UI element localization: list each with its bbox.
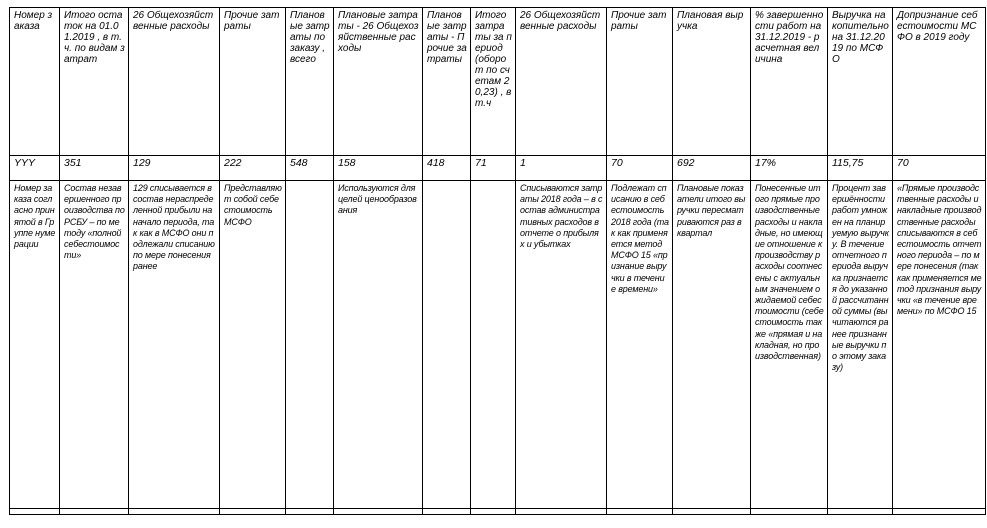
- value-cell: 70: [893, 156, 986, 181]
- value-cell: 17%: [751, 156, 828, 181]
- header-cell: Плановые затраты - 26 Общехозяйственные расходы: [334, 8, 423, 156]
- empty-cell: [286, 509, 334, 515]
- description-row: [10, 181, 986, 509]
- header-cell: Плановая выручка: [673, 8, 751, 156]
- empty-cell: [828, 509, 893, 515]
- value-cell: 222: [220, 156, 286, 181]
- description-cell: Списываются затраты 2018 года – в состав административных расходов в отчете о прибылях и убытках: [516, 181, 607, 509]
- value-cell: 70: [607, 156, 673, 181]
- description-cell: Состав незавершенного производства по РСБУ – по методу «полной себестоимости»: [60, 181, 129, 509]
- empty-cell: [471, 509, 516, 515]
- description-cell: Плановые показатели итого выручки пересматриваются раз в квартал: [673, 181, 751, 509]
- description-cell: Понесенные итого прямые производственные расходы и накладные, но имеющие отношение к производству расходы соотнесены с актуальным значением ожидаемой себестоимости (себестоимость также «прямая и накладная, но производственная): [751, 181, 828, 509]
- description-cell: «Прямые производственные расходы и накладные производственные расходы списываются в себестоимость отчетного периода – по мере понесения (так как применяется метод признания выручки «в течение времени» по МСФО 15: [893, 181, 986, 509]
- empty-cell: [423, 509, 471, 515]
- value-cell: 158: [334, 156, 423, 181]
- description-cell: Процент завершённости работ умножен на планируемую выручку. В течение отчетного периода выручка признается до указанной рассчитанной суммы (вычитаются ранее признанные выручки по этому заказу): [828, 181, 893, 509]
- empty-cell: [673, 509, 751, 515]
- empty-row: [10, 509, 986, 515]
- value-cell: 71: [471, 156, 516, 181]
- value-cell: YYY: [10, 156, 60, 181]
- empty-cell: [129, 509, 220, 515]
- header-cell: 26 Общехозяйственные расходы: [129, 8, 220, 156]
- cost-table: [9, 7, 986, 515]
- empty-cell: [220, 509, 286, 515]
- header-cell: Плановые затраты по заказу , всего: [286, 8, 334, 156]
- description-cell: [286, 181, 334, 509]
- description-cell: Подлежат списанию в себестоимость 2018 года (так как применяется метод МСФО 15 «признание выручки в течение времени»: [607, 181, 673, 509]
- empty-cell: [751, 509, 828, 515]
- description-cell: Представляют собой себестоимость МСФО: [220, 181, 286, 509]
- description-cell: [471, 181, 516, 509]
- value-cell: 548: [286, 156, 334, 181]
- header-cell: Допризнание себестоимости МСФО в 2019 году: [893, 8, 986, 156]
- value-cell: 129: [129, 156, 220, 181]
- header-cell: Итого остаток на 01.01.2019 , в т.ч. по видам затрат: [60, 8, 129, 156]
- description-cell: [423, 181, 471, 509]
- value-cell: 115,75: [828, 156, 893, 181]
- description-cell: Номер заказа согласно принятой в Группе нумерации: [10, 181, 60, 509]
- header-cell: 26 Общехозяйственные расходы: [516, 8, 607, 156]
- header-cell: % завершенности работ на 31.12.2019 - расчетная величина: [751, 8, 828, 156]
- values-row: [10, 156, 986, 181]
- header-row: [10, 8, 986, 156]
- empty-cell: [60, 509, 129, 515]
- value-cell: 418: [423, 156, 471, 181]
- value-cell: 1: [516, 156, 607, 181]
- header-cell: Выручка накопительно на 31.12.2019 по МСФО: [828, 8, 893, 156]
- header-cell: Номер заказа: [10, 8, 60, 156]
- description-cell: 129 списывается в состав нераспределенной прибыли на начало периода, так как в МСФО они подлежали списанию по мере понесения ранее: [129, 181, 220, 509]
- empty-cell: [607, 509, 673, 515]
- header-cell: Прочие затраты: [607, 8, 673, 156]
- value-cell: 692: [673, 156, 751, 181]
- empty-cell: [516, 509, 607, 515]
- empty-cell: [10, 509, 60, 515]
- header-cell: Прочие затраты: [220, 8, 286, 156]
- value-cell: 351: [60, 156, 129, 181]
- empty-cell: [334, 509, 423, 515]
- description-cell: Используются для целей ценообразования: [334, 181, 423, 509]
- header-cell: Плановые затраты - Прочие затраты: [423, 8, 471, 156]
- empty-cell: [893, 509, 986, 515]
- header-cell: Итого затраты за период (оборот по счетам 20,23) , в т.ч: [471, 8, 516, 156]
